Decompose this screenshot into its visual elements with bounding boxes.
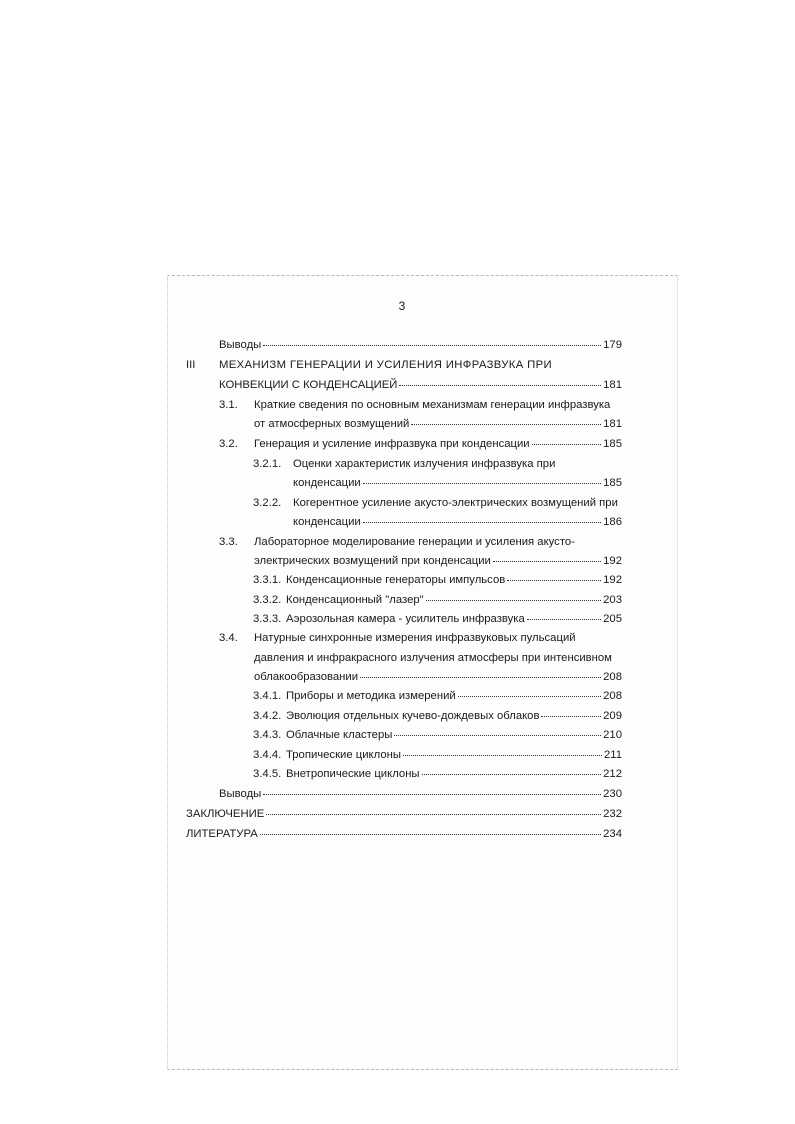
toc-entry-3-3-3[interactable] [253,611,622,628]
toc-entry-number: 3.3.3. [253,613,282,625]
toc-entry-3-4-cont[interactable] [254,650,622,667]
dot-leader [360,677,601,678]
toc-entry-title: Конденсационные генераторы импульсов [286,574,506,586]
toc-entry-vyvody-ch2[interactable] [219,337,622,354]
toc-entry-title: Натурные синхронные измерения инфразвуковых пульсаций [254,632,576,644]
toc-entry-number: 3.3.1. [253,574,282,586]
toc-entry-number: 3.3. [219,536,238,548]
toc-entry-number: 3.4.5. [253,768,282,780]
toc-entry-page: 203 [603,594,622,606]
toc-entry-number: 3.4.3. [253,729,282,741]
dot-leader [507,580,601,581]
toc-entry-title: конденсации [293,477,361,489]
toc-entry-page: 205 [603,613,622,625]
toc-entry-number: 3.4.2. [253,710,282,722]
toc-entry-chapter-3[interactable] [186,357,622,374]
dot-leader [263,794,601,795]
scan-edge-bottom [167,1069,678,1070]
dot-leader [399,385,601,386]
toc-entry-page: 232 [603,808,622,820]
dot-leader [527,619,601,620]
toc-entry-page: 185 [603,438,622,450]
dot-leader [263,345,601,346]
toc-entry-title: МЕХАНИЗМ ГЕНЕРАЦИИ И УСИЛЕНИЯ ИНФРАЗВУКА ПРИ [219,359,552,371]
toc-entry-title: от атмосферных возмущений [254,418,410,430]
toc-entry-page: 179 [603,339,622,351]
toc-entry-title: облакообразовании [254,671,359,683]
dot-leader [422,774,602,775]
toc-entry-title: Конденсационный "лазер" [286,594,424,606]
toc-entry-3-4-cont-2[interactable] [254,669,622,686]
toc-entry-3-2[interactable] [219,436,622,453]
toc-entry-number: III [186,359,196,371]
dot-leader [411,424,601,425]
toc-entry-page: 211 [603,749,622,761]
toc-entry-3-4-4[interactable] [253,747,622,764]
scan-edge-right [677,275,678,1070]
toc-entry-page: 208 [603,671,622,683]
toc-entry-title: Когерентное усиление акусто-электрических возмущений при [293,497,618,509]
toc-entry-3-4-3[interactable] [253,727,622,744]
toc-entry-3-4-5[interactable] [253,766,622,783]
toc-entry-title: Краткие сведения по основным механизмам генерации инфразвука [254,399,611,411]
toc-entry-number: 3.4.4. [253,749,282,761]
toc-entry-page: 181 [603,418,622,430]
scan-edge-left [167,275,168,1070]
toc-entry-page: 186 [603,516,622,528]
toc-entry-conclusion[interactable] [186,806,622,823]
toc-entry-page: 192 [603,555,622,567]
toc-entry-title: Внетропические циклоны [286,768,420,780]
toc-entry-number: 3.2. [219,438,238,450]
toc-entry-title: ЗАКЛЮЧЕНИЕ [186,808,265,820]
toc-entry-number: 3.4.1. [253,690,282,702]
toc-entry-title: Лабораторное моделирование генерации и усиления акусто- [254,536,575,548]
toc-entry-page: 209 [603,710,622,722]
toc-entry-title: Выводы [219,788,262,800]
toc-entry-page: 210 [603,729,622,741]
dot-leader [403,755,602,756]
toc-entry-title: конденсации [293,516,361,528]
toc-entry-chapter-3-cont[interactable] [219,377,622,394]
toc-entry-3-2-2[interactable] [253,495,622,512]
toc-entry-page: 212 [603,768,622,780]
toc-entry-3-1[interactable] [219,397,622,414]
toc-entry-page: 208 [603,690,622,702]
toc-entry-title: ЛИТЕРАТУРА [186,828,258,840]
toc-entry-3-3-cont[interactable] [254,553,622,570]
toc-entry-title: Оценки характеристик излучения инфразвука при [293,458,556,470]
toc-entry-page: 192 [603,574,622,586]
toc-entry-3-3[interactable] [219,534,622,551]
page-number: 3 [398,299,406,313]
toc-entry-3-4-1[interactable] [253,688,622,705]
dot-leader [541,716,601,717]
toc-entry-3-3-2[interactable] [253,592,622,609]
dot-leader [394,735,601,736]
toc-entry-3-2-2-cont[interactable] [293,514,622,531]
toc-entry-title: Выводы [219,339,262,351]
dot-leader [532,444,602,445]
toc-entry-page: 230 [603,788,622,800]
toc-entry-title: давления и инфракрасного излучения атмосферы при интенсивном [254,652,612,664]
toc-entry-literature[interactable] [186,826,622,843]
dot-leader [266,814,601,815]
toc-entry-vyvody-ch3[interactable] [219,786,622,803]
dot-leader [260,834,601,835]
toc-entry-number: 3.2.2. [253,497,282,509]
toc-entry-3-4[interactable] [219,630,622,647]
dot-leader [363,522,601,523]
toc-entry-page: 185 [603,477,622,489]
toc-entry-page: 234 [603,828,622,840]
toc-entry-page: 181 [603,379,622,391]
toc-entry-title: Генерация и усиление инфразвука при конденсации [254,438,530,450]
toc-entry-title: электрических возмущений при конденсации [254,555,491,567]
toc-entry-title: Эволюция отдельных кучево-дождевых облаков [286,710,540,722]
toc-entry-number: 3.2.1. [253,458,282,470]
toc-entry-3-3-1[interactable] [253,572,622,589]
toc-entry-3-1-cont[interactable] [254,416,622,433]
toc-entry-3-2-1-cont[interactable] [293,475,622,492]
dot-leader [458,696,601,697]
dot-leader [426,600,601,601]
toc-entry-title: КОНВЕКЦИИ С КОНДЕНСАЦИЕЙ [219,379,398,391]
dot-leader [363,483,601,484]
dot-leader [493,561,601,562]
toc-entry-title: Приборы и методика измерений [286,690,456,702]
toc-entry-number: 3.1. [219,399,238,411]
toc-entry-number: 3.3.2. [253,594,282,606]
toc-entry-number: 3.4. [219,632,238,644]
toc-entry-3-4-2[interactable] [253,708,622,725]
toc-entry-3-2-1[interactable] [253,456,622,473]
toc-entry-title: Аэрозольная камера - усилитель инфразвука [286,613,525,625]
toc-entry-title: Тропические циклоны [286,749,401,761]
toc-entry-title: Облачные кластеры [286,729,393,741]
scan-edge-top [167,275,678,276]
